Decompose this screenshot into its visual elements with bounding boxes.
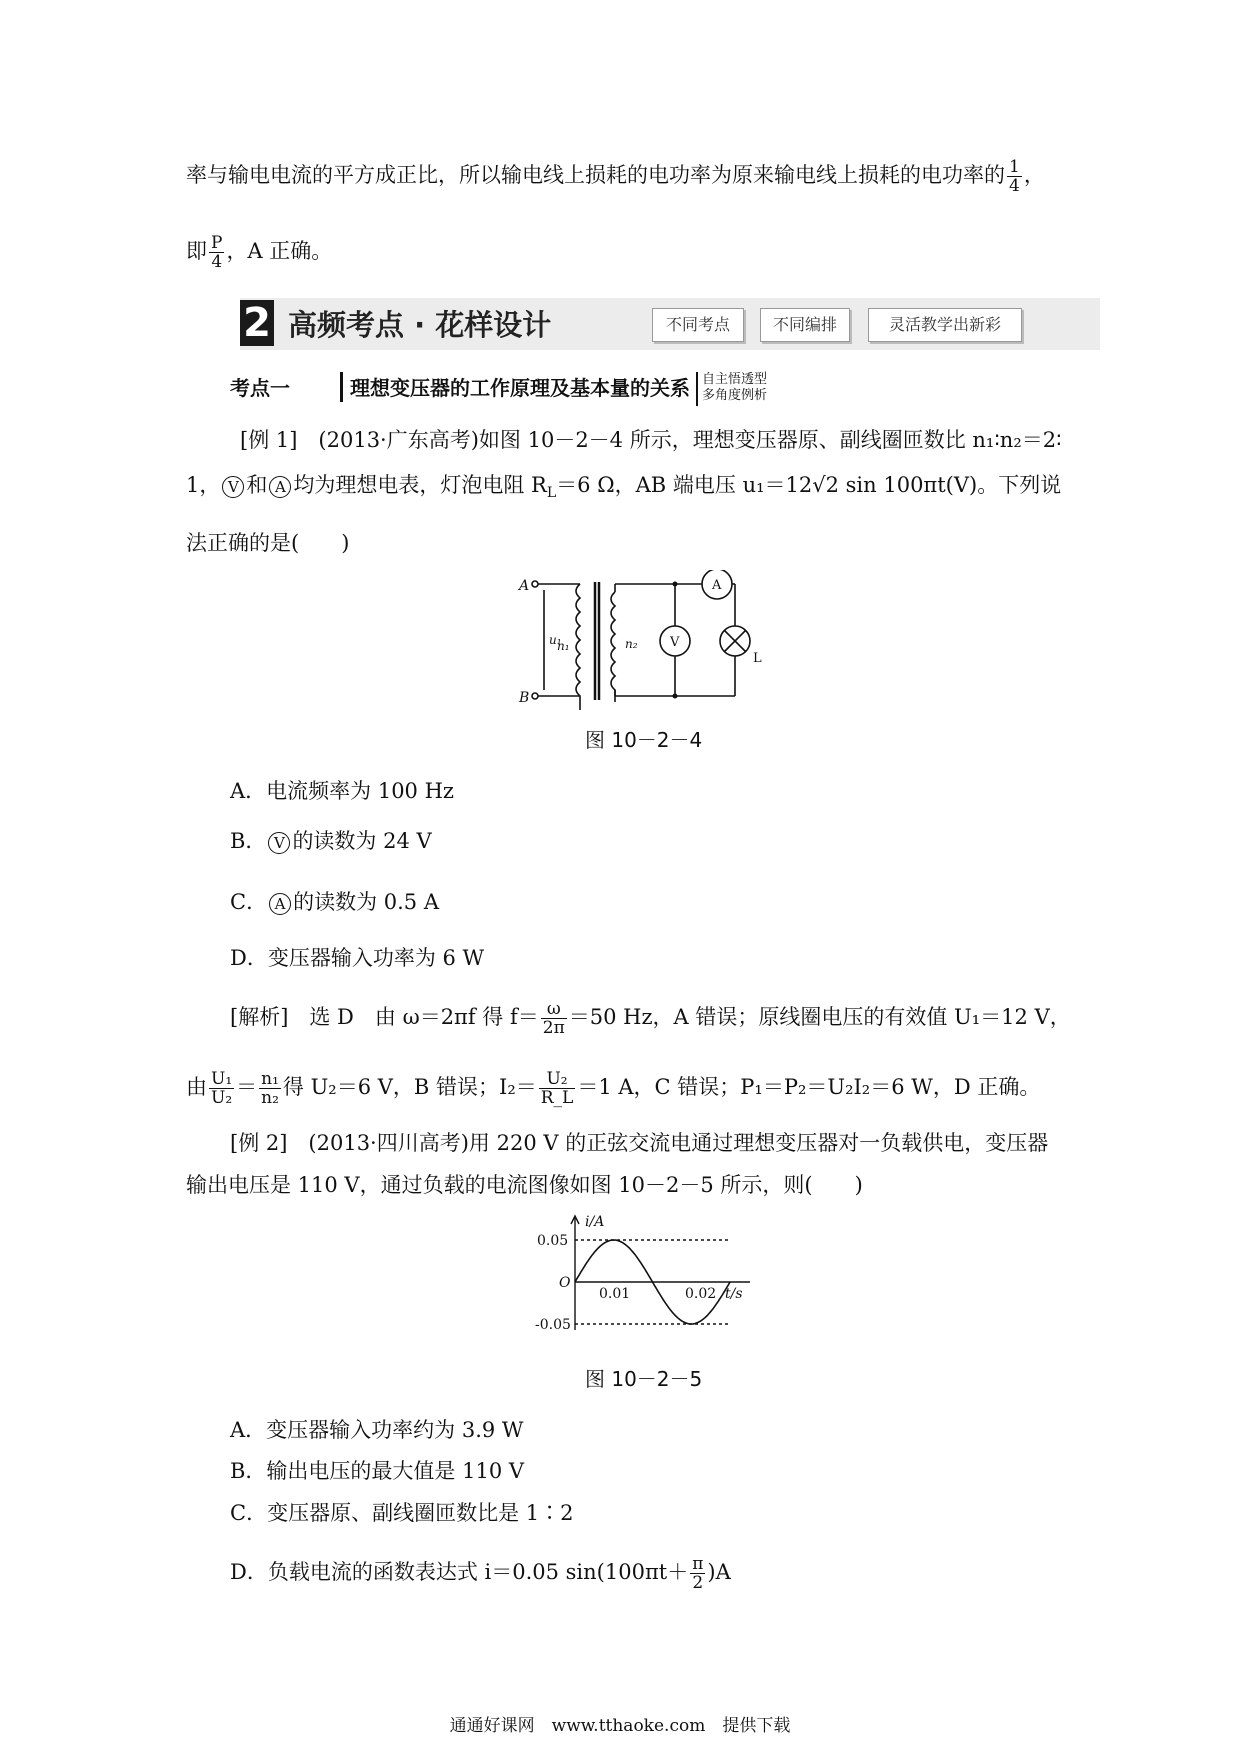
voltmeter-letter: V	[670, 635, 680, 650]
label-n2: n₂	[625, 637, 638, 651]
x-tick-0-02: 0.02	[685, 1286, 717, 1302]
label-b: B	[519, 690, 530, 706]
intro-line-2: 即 $\frac{P}{4}$ ，A 正确。	[186, 233, 333, 272]
figure-caption-10-2-5: 图 10－2－5	[585, 1367, 703, 1391]
fraction-p-quarter: $\frac{P}{4}$	[211, 233, 223, 272]
section-number: 2	[240, 300, 274, 346]
section-title: 高频考点 · 花样设计	[288, 308, 552, 342]
fraction-u1-u2: $\frac{\text{U₁}}{\text{U₂}}$	[211, 1069, 233, 1108]
example-2-line-2: 输出电压是 110 V，通过负载的电流图像如图 10－2－5 所示，则( )	[186, 1173, 863, 1197]
y-tick-max: 0.05	[537, 1233, 569, 1249]
figure-caption-10-2-4: 图 10－2－4	[585, 728, 703, 752]
intro-line-1: 率与输电电流的平方成正比，所以输电线上损耗的电功率为原来输电线上损耗的电功率的 $\frac{1}{4}$ ，	[186, 157, 1045, 196]
kaodian-side-note: 自主悟透型 多角度例析	[702, 372, 768, 403]
primary-coil	[576, 584, 580, 710]
example-1-line-1: [例 1] (2013·广东高考)如图 10－2－4 所示，理想变压器原、副线圈匝数比 n₁∶n₂＝2∶	[240, 428, 1062, 452]
tag-different-layout: 不同编排	[760, 308, 850, 342]
example-2-option-b: B．输出电压的最大值是 110 V	[230, 1459, 525, 1483]
transformer-circuit-diagram	[515, 570, 775, 715]
kaodian-divider	[340, 372, 343, 402]
page-footer: 通通好课网 www.tthaoke.com 提供下载	[449, 1716, 791, 1736]
example-1-line-2: 1， V 和 A 均为理想电表，灯泡电阻 $R_L=6$ Ω，AB 端电压 u₁＝12√2 sin 100πt(V)。下列说	[186, 473, 1062, 502]
kaodian-label: 考点一	[230, 376, 290, 400]
voltmeter-symbol: V	[268, 832, 290, 854]
example-1-option-a: A．电流频率为 100 Hz	[230, 779, 454, 803]
example-1-line-3: 法正确的是( )	[186, 531, 350, 555]
example-2-line-1: [例 2] (2013·四川高考)用 220 V 的正弦交流电通过理想变压器对一负载供电，变压器	[230, 1131, 1049, 1155]
example-2-option-d: D．负载电流的函数表达式 i＝0.05 sin(100πt＋ $\frac{\pi}{2}$ )A	[230, 1554, 731, 1593]
x-tick-0-01: 0.01	[599, 1286, 631, 1302]
example-1-option-d: D．变压器输入功率为 6 W	[230, 946, 485, 970]
label-a: A	[519, 578, 530, 594]
example-1-option-b: B． V 的读数为 24 V	[230, 829, 432, 853]
y-axis-label: i/A	[585, 1214, 605, 1230]
solution-1-line-1: [解析] 选 D 由 ω＝2πf 得 f＝ $\frac{\omega}{2\pi}$ ＝50 Hz，A 错误；原线圈电压的有效值 U₁＝12 V，	[230, 999, 1071, 1038]
y-tick-min: -0.05	[535, 1317, 571, 1333]
example-2-option-a: A．变压器输入功率约为 3.9 W	[230, 1418, 524, 1442]
origin-label: O	[559, 1275, 571, 1291]
secondary-coil	[611, 592, 615, 702]
label-n1: n₁	[557, 639, 570, 653]
kaodian-title: 理想变压器的工作原理及基本量的关系	[350, 376, 690, 400]
example-2-option-c: C．变压器原、副线圈匝数比是 1∶2	[230, 1501, 574, 1525]
terminal-a	[532, 581, 538, 587]
solution-1-line-2: 由 $\frac{\text{U₁}}{\text{U₂}}$ ＝ $\frac{\text{n₁}}{\text{n₂}}$ 得 U₂＝6 V，B 错误；I₂＝ $\frac{\text{U₂}}{R\_L}$ ＝1 A，C 错误；P₁＝P₂＝U₂I₂＝6 W，D 正确。	[186, 1069, 1041, 1108]
voltmeter-symbol: V	[222, 476, 244, 498]
fraction-one-quarter: $\frac{1}{4}$	[1009, 157, 1020, 196]
fraction-u2-rl: $\frac{\text{U₂}}{R\_L}$	[540, 1069, 574, 1108]
x-axis-label: t/s	[725, 1286, 743, 1302]
current-time-graph	[535, 1210, 765, 1340]
label-u1: u₁	[549, 633, 562, 647]
kaodian-side-divider	[696, 372, 698, 406]
label-lamp: L	[753, 651, 762, 666]
fraction-omega-2pi: $\frac{\omega}{2\pi}$	[542, 999, 565, 1038]
ammeter-symbol: A	[269, 893, 291, 915]
ammeter-symbol: A	[269, 476, 291, 498]
terminal-b	[532, 693, 538, 699]
example-1-option-c: C． A 的读数为 0.5 A	[230, 890, 439, 914]
fraction-pi-2: $\frac{\pi}{2}$	[692, 1554, 704, 1593]
tag-different-points: 不同考点	[652, 308, 744, 342]
ammeter-letter: A	[712, 578, 722, 593]
fraction-n1-n2: $\frac{\text{n₁}}{\text{n₂}}$	[261, 1069, 279, 1108]
tag-flexible-teaching: 灵活教学出新彩	[868, 308, 1022, 342]
